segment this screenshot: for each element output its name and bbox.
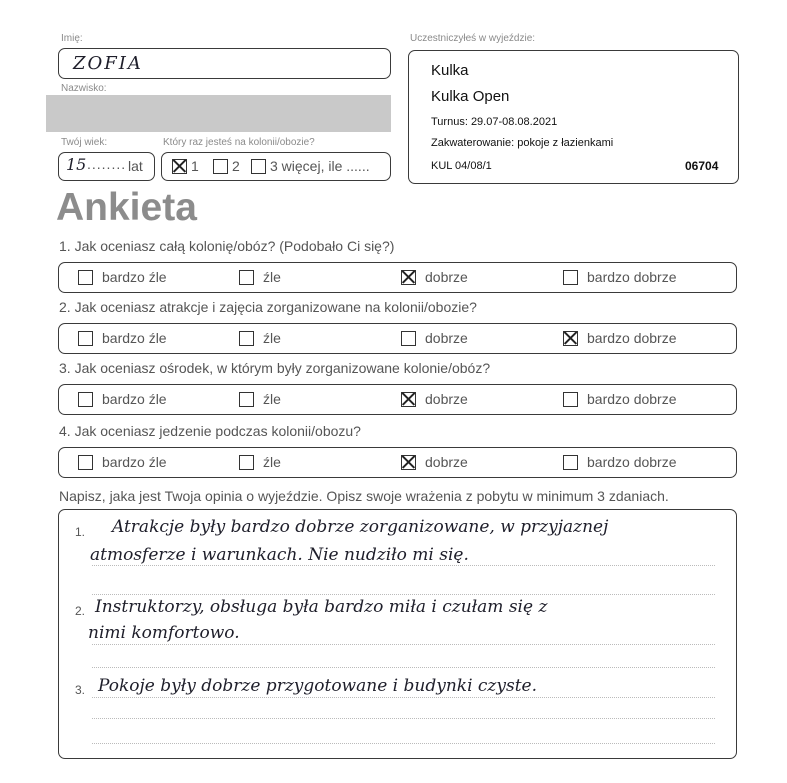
rating-checkbox[interactable] xyxy=(239,455,254,470)
rating-checkbox[interactable] xyxy=(78,270,93,285)
trip-line1: Kulka xyxy=(431,62,469,79)
dotted-line xyxy=(92,697,715,698)
ktory-raz-label: Który raz jesteś na kolonii/obozie? xyxy=(163,137,315,148)
rating-checkbox[interactable] xyxy=(78,455,93,470)
rating-label: dobrze xyxy=(425,391,468,407)
question-text: 1. Jak oceniasz całą kolonię/obóz? (Podobało Ci się?) xyxy=(59,238,395,254)
ktory-raz-checkbox-1[interactable] xyxy=(172,159,187,174)
rating-label: dobrze xyxy=(425,330,468,346)
question-text: 4. Jak oceniasz jedzenie podczas kolonii/obozu? xyxy=(59,423,361,439)
trip-box xyxy=(408,50,739,184)
rating-label: źle xyxy=(263,330,281,346)
trip-zakwaterowanie: Zakwaterowanie: pokoje z łazienkami xyxy=(431,137,614,149)
rating-label: bardzo dobrze xyxy=(587,330,677,346)
rating-label: bardzo źle xyxy=(102,454,167,470)
ktory-raz-opt1: 1 xyxy=(191,158,199,174)
rating-checkbox[interactable] xyxy=(563,270,578,285)
rating-label: bardzo źle xyxy=(102,391,167,407)
rating-checkbox[interactable] xyxy=(239,331,254,346)
rating-checkbox[interactable] xyxy=(239,392,254,407)
rating-label: źle xyxy=(263,454,281,470)
rating-checkbox[interactable] xyxy=(563,455,578,470)
opinion-number: 1. xyxy=(75,525,86,539)
nazwisko-label: Nazwisko: xyxy=(61,83,107,94)
imie-label: Imię: xyxy=(61,33,83,44)
ktory-raz-opt2: 2 xyxy=(232,158,240,174)
rating-checkbox[interactable] xyxy=(239,270,254,285)
rating-label: źle xyxy=(263,269,281,285)
opinion-prompt: Napisz, jaka jest Twoja opinia o wyjeździe. Opisz swoje wrażenia z pobytu w minimum 3 zdaniach. xyxy=(59,488,669,504)
opinion-text: Instruktorzy, obsługa była bardzo miła i czułam się z xyxy=(95,597,548,617)
rating-label: bardzo dobrze xyxy=(587,454,677,470)
wiek-label: Twój wiek: xyxy=(61,137,108,148)
rating-label: bardzo źle xyxy=(102,269,167,285)
opinion-number: 2. xyxy=(75,604,86,618)
rating-label: dobrze xyxy=(425,454,468,470)
rating-label: bardzo źle xyxy=(102,330,167,346)
trip-number: 06704 xyxy=(685,159,719,173)
ktory-raz-checkbox-3[interactable] xyxy=(251,159,266,174)
wiek-value: 15 xyxy=(66,155,87,174)
dotted-line xyxy=(92,644,715,645)
rating-label: bardzo dobrze xyxy=(587,269,677,285)
dotted-line xyxy=(92,718,715,719)
rating-label: bardzo dobrze xyxy=(587,391,677,407)
opinion-text: atmosferze i warunkach. Nie nudziło mi się. xyxy=(90,545,469,565)
rating-label: źle xyxy=(263,391,281,407)
dotted-line xyxy=(92,667,715,668)
ktory-raz-field xyxy=(161,152,391,181)
trip-line2: Kulka Open xyxy=(431,88,510,105)
wiek-dots: ........ xyxy=(87,156,127,172)
dotted-line xyxy=(92,743,715,744)
rating-checkbox[interactable] xyxy=(78,331,93,346)
dotted-line xyxy=(92,565,715,566)
rating-checkbox[interactable] xyxy=(78,392,93,407)
wiek-field[interactable] xyxy=(58,152,155,181)
nazwisko-redacted xyxy=(46,95,391,132)
opinion-text: Pokoje były dobrze przygotowane i budynki czyste. xyxy=(98,676,538,696)
rating-checkbox[interactable] xyxy=(401,392,416,407)
rating-label: dobrze xyxy=(425,269,468,285)
rating-checkbox[interactable] xyxy=(401,455,416,470)
opinion-number: 3. xyxy=(75,683,86,697)
question-text: 3. Jak oceniasz ośrodek, w którym były zorganizowane kolonie/obóz? xyxy=(59,360,491,376)
rating-checkbox[interactable] xyxy=(401,270,416,285)
ktory-raz-opt3: 3 więcej, ile ...... xyxy=(270,158,370,174)
rating-checkbox[interactable] xyxy=(401,331,416,346)
imie-value: ZOFIA xyxy=(73,53,143,74)
rating-checkbox[interactable] xyxy=(563,331,578,346)
wiek-suffix: lat xyxy=(128,158,143,174)
trip-label: Uczestniczyłeś w wyjeździe: xyxy=(410,33,536,44)
question-text: 2. Jak oceniasz atrakcje i zajęcia zorganizowane na kolonii/obozie? xyxy=(59,299,477,315)
opinion-text: nimi komfortowo. xyxy=(88,623,240,643)
trip-code: KUL 04/08/1 xyxy=(431,160,492,172)
trip-turnus: Turnus: 29.07-08.08.2021 xyxy=(431,116,558,128)
imie-field[interactable] xyxy=(58,48,391,79)
ktory-raz-checkbox-2[interactable] xyxy=(213,159,228,174)
rating-checkbox[interactable] xyxy=(563,392,578,407)
dotted-line xyxy=(92,594,715,595)
opinion-text: Atrakcje były bardzo dobrze zorganizowane, w przyjaznej xyxy=(112,517,609,537)
page-title: Ankieta xyxy=(56,186,197,229)
